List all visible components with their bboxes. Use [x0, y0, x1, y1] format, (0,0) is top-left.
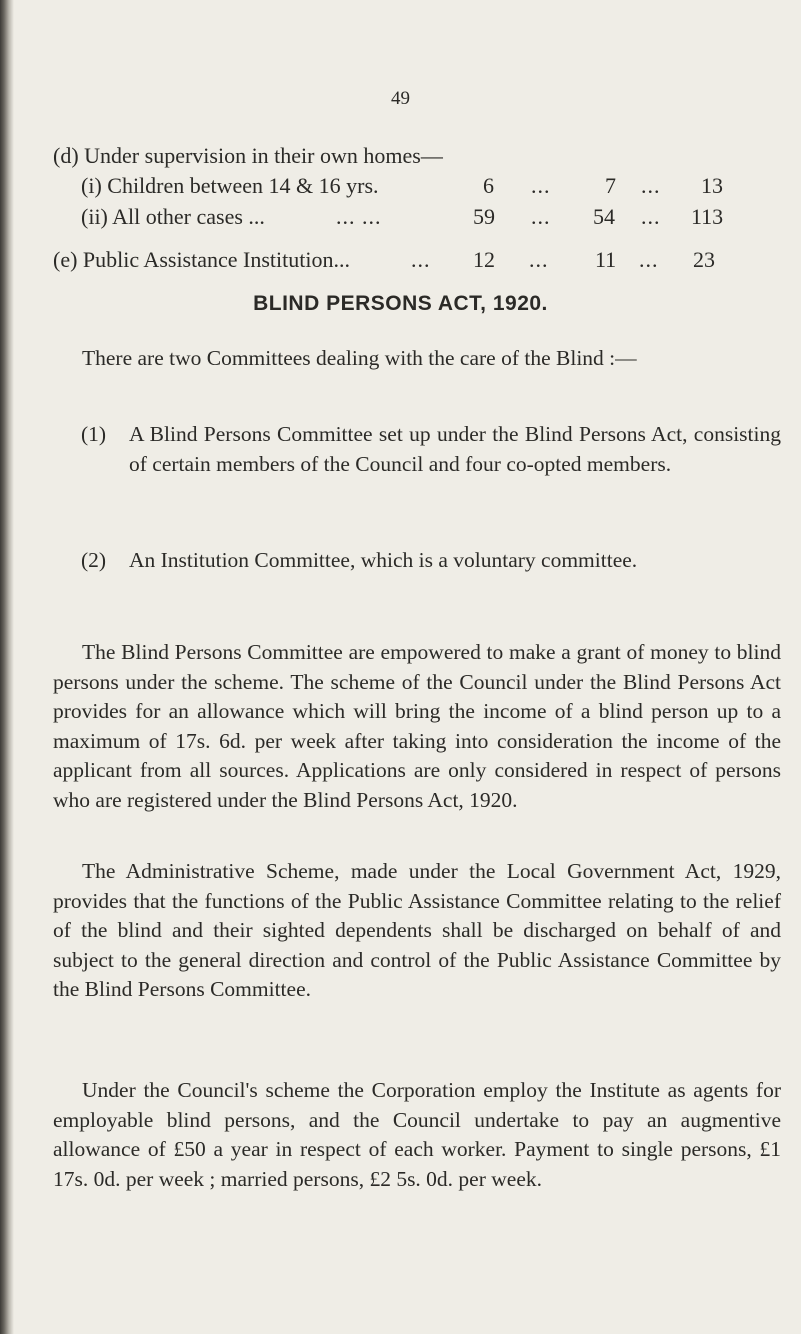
row-value-2: 54	[593, 204, 615, 229]
row-value-2: 7	[605, 173, 616, 198]
leader-dots: ...	[529, 247, 549, 272]
table-row	[53, 245, 771, 275]
row-label: (d) Under supervision in their own homes—	[53, 143, 443, 168]
row-value-1: 6	[483, 173, 494, 198]
leader-dots: ... ...	[336, 204, 382, 229]
row-value-1: 12	[473, 247, 495, 272]
table-heading-d	[53, 141, 753, 171]
section-heading: BLIND PERSONS ACT, 1920.	[253, 292, 548, 315]
leader-dots: ...	[531, 204, 551, 229]
table-row	[81, 171, 771, 201]
leader-dots: ...	[639, 247, 659, 272]
row-value-3: 23	[693, 247, 715, 272]
row-value-3: 113	[691, 204, 724, 229]
list-item	[81, 546, 781, 608]
list-item-text: An Institution Committee, which is a voluntary committee.	[129, 548, 638, 572]
list-item	[81, 420, 781, 512]
leader-dots: ...	[641, 204, 661, 229]
row-label: (ii) All other cases ...	[81, 204, 265, 229]
list-marker: (1)	[81, 422, 107, 446]
row-label: (i) Children between 14 & 16 yrs.	[81, 173, 379, 198]
body-paragraph: Under the Council's scheme the Corporation employ the Institute as agents for employable blind persons, and the Council undertake to pay an augmentive allowance of £50 a year in respect of each worker. Payment to single persons, £1 17s. 0d. per week ; married persons, £2 5s. 0d. per week.	[53, 1078, 781, 1191]
page-number: 49	[391, 88, 410, 109]
list-item-text: A Blind Persons Committee set up under the Blind Persons Act, consisting of certain members of the Council and four co-opted members.	[129, 422, 781, 476]
leader-dots: ...	[641, 173, 661, 198]
row-value-2: 11	[595, 247, 617, 272]
table-row	[81, 202, 771, 232]
list-marker: (2)	[81, 548, 107, 572]
intro-paragraph: There are two Committees dealing with the care of the Blind :—	[82, 346, 637, 370]
leader-dots: ...	[411, 247, 431, 272]
body-paragraph: The Administrative Scheme, made under the Local Government Act, 1929, provides that the functions of the Public Assistance Committee relating to the relief of the blind and their sighted dependents shall be discharged on behalf of and subject to the general direction and control of the Public Assistance Committee by the Blind Persons Committee.	[53, 859, 781, 1001]
row-value-1: 59	[473, 204, 495, 229]
leader-dots: ...	[531, 173, 551, 198]
row-label: (e) Public Assistance Institution...	[53, 247, 350, 272]
row-value-3: 13	[701, 173, 723, 198]
body-paragraph: The Blind Persons Committee are empowered to make a grant of money to blind persons under the scheme. The scheme of the Council under the Blind Persons Act provides for an allowance which will bring the income of a blind person up to a maximum of 17s. 6d. per week after taking into consideration the income of the applicant from all sources. Applications are only considered in respect of persons who are registered under the Blind Persons Act, 1920.	[53, 640, 781, 812]
